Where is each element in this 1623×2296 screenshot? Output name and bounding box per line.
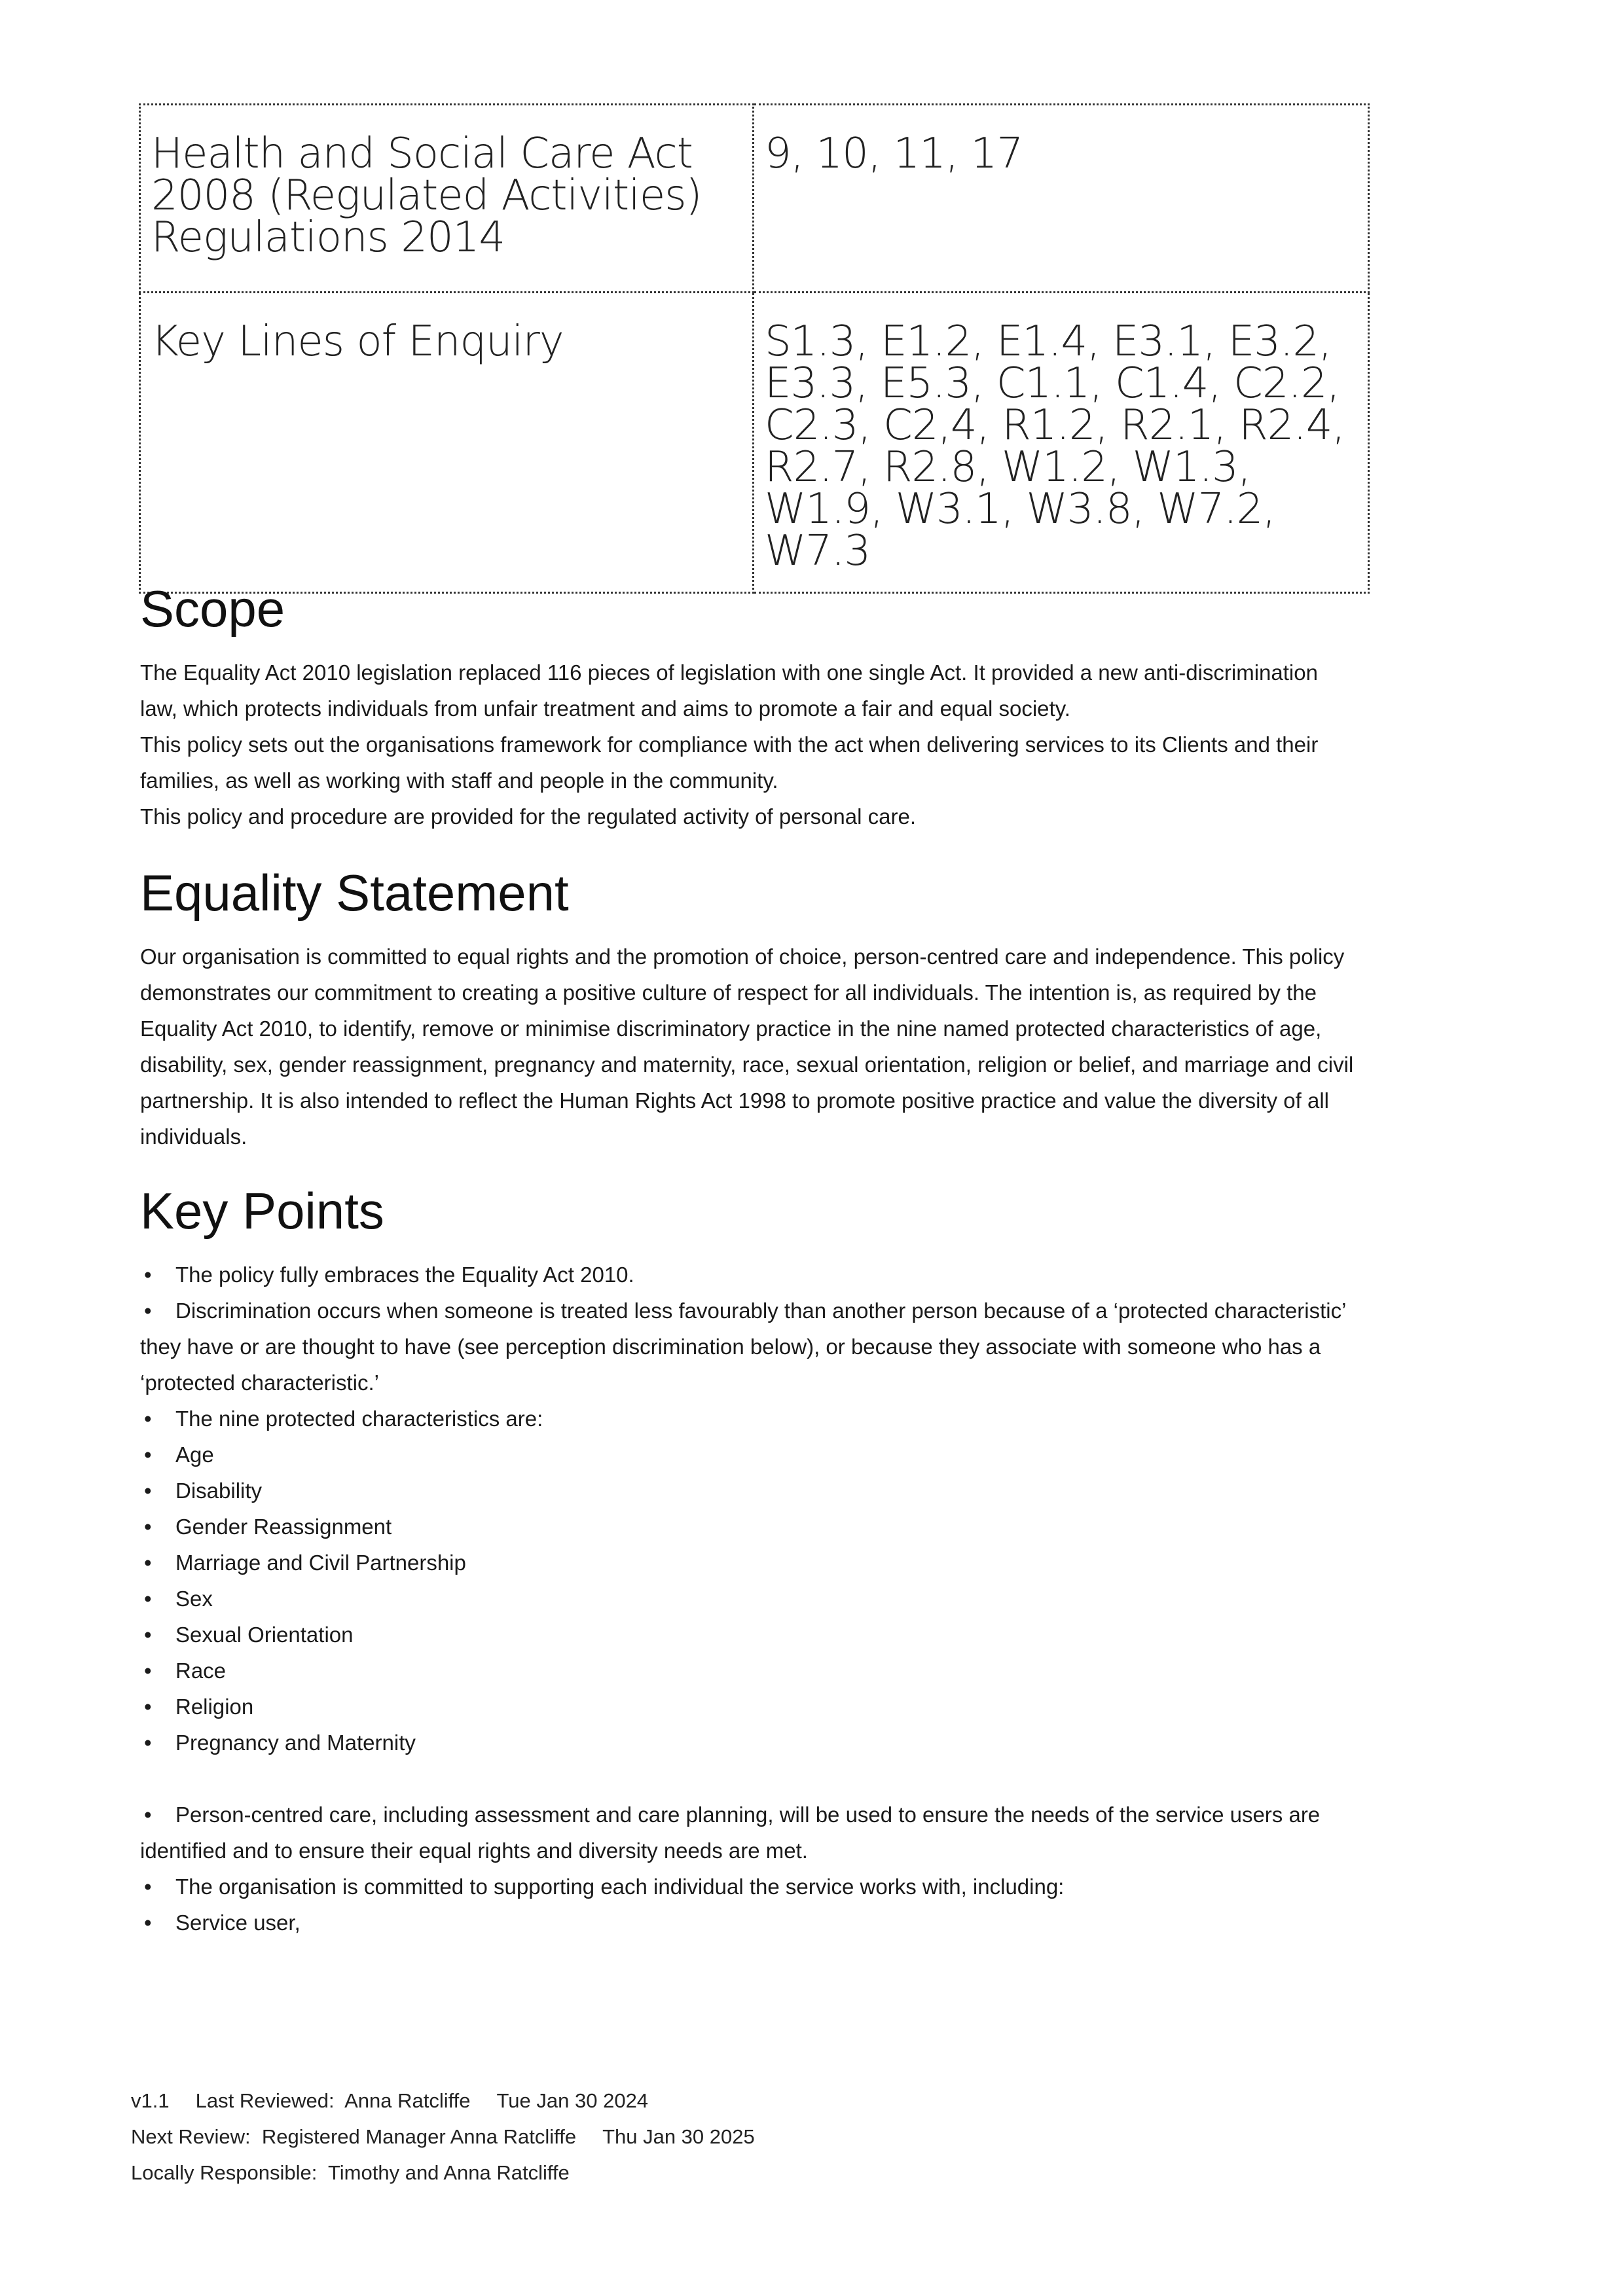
list-item: • Gender Reassignment	[140, 1509, 1358, 1545]
list-item: • Person-centred care, including assessment and care planning, will be used to ensure the needs of the service users are identified and to ensure their equal rights and diversity needs are met.	[140, 1797, 1358, 1869]
key-points-list	[140, 1257, 1358, 1941]
key-points-heading: Key Points	[140, 1182, 384, 1240]
last-reviewed-by: Anna Ratcliffe	[344, 2089, 471, 2112]
list-item: • Discrimination occurs when someone is treated less favourably than another person because of a ‘protected characteristic’ they have or are thought to have (see perception discrimination below), or because they associate with someone who has a ‘protected characteristic.’	[140, 1293, 1358, 1401]
equality-paragraph: Our organisation is committed to equal rights and the promotion of choice, person-centred care and independence. This policy demonstrates our commitment to creating a positive culture of respect for all individuals. The intention is, as required by the Equality Act 2010, to identify, remove or minimise discriminatory practice in the nine named protected characteristics of age, disability, sex, gender reassignment, pregnancy and maternity, race, sexual orientation, religion or belief, and marriage and civil partnership. It is also intended to reflect the Human Rights Act 1998 to promote positive practice and value the diversity of all individuals.	[140, 944, 1354, 1149]
list-item: • Marriage and Civil Partnership	[140, 1545, 1358, 1581]
regulation-label: Health and Social Care Act 2008 (Regulated Activities) Regulations 2014	[140, 105, 754, 293]
list-item: • Race	[140, 1653, 1358, 1689]
list-item: • Religion	[140, 1689, 1358, 1725]
last-reviewed-date: Tue Jan 30 2024	[496, 2089, 649, 2112]
responsible-value: Timothy and Anna Ratcliffe	[328, 2161, 570, 2184]
scope-paragraph-3: This policy and procedure are provided for the regulated activity of personal care.	[140, 804, 916, 829]
kloe-value: S1.3, E1.2, E1.4, E3.1, E3.2, E3.3, E5.3, C1.1, C1.4, C2.2, C2.3, C2,4, R1.2, R2.1, R2.4, R2.7, R2.8, W1.2, W1.3, W1.9, W3.1, W3.8, W7.2, W7.3	[754, 293, 1369, 593]
list-item: • The policy fully embraces the Equality Act 2010.	[140, 1257, 1358, 1293]
list-item: • The nine protected characteristics are:	[140, 1401, 1358, 1437]
list-item: • Age	[140, 1437, 1358, 1473]
equality-heading: Equality Statement	[140, 864, 569, 922]
next-review-label: Next Review:	[131, 2125, 251, 2148]
table-row	[140, 105, 1369, 293]
footer-line-responsible	[131, 2155, 755, 2191]
scope-heading: Scope	[140, 580, 285, 637]
scope-paragraph-1: The Equality Act 2010 legislation replaced 116 pieces of legislation with one single Act. It provided a new anti-discrimination law, which protects individuals from unfair treatment and aims to promote a fair and equal society.	[140, 660, 1318, 721]
next-review-by: Registered Manager Anna Ratcliffe	[261, 2125, 577, 2148]
list-item: • Sex	[140, 1581, 1358, 1617]
version-label: v1.1	[131, 2089, 170, 2112]
regulation-value: 9, 10, 11, 17	[754, 105, 1369, 293]
list-item: • Service user,	[140, 1905, 1358, 1941]
scope-section	[140, 577, 1358, 834]
footer-line-next-review	[131, 2119, 755, 2155]
last-reviewed-label: Last Reviewed:	[195, 2089, 335, 2112]
footer-line-reviewed	[131, 2083, 755, 2119]
table-row	[140, 293, 1369, 593]
list-item: • Sexual Orientation	[140, 1617, 1358, 1653]
list-item: • Pregnancy and Maternity	[140, 1725, 1358, 1761]
equality-section	[140, 861, 1358, 1155]
list-item: • Disability	[140, 1473, 1358, 1509]
scope-paragraph-2: This policy sets out the organisations framework for compliance with the act when delivering services to its Clients and their families, as well as working with staff and people in the community.	[140, 732, 1319, 793]
kloe-label: Key Lines of Enquiry	[140, 293, 754, 593]
key-points-section	[140, 1179, 1358, 1941]
page-footer	[131, 2083, 755, 2191]
next-review-date: Thu Jan 30 2025	[602, 2125, 755, 2148]
responsible-label: Locally Responsible:	[131, 2161, 318, 2184]
regulations-table	[139, 103, 1370, 594]
list-item: • The organisation is committed to supporting each individual the service works with, including:	[140, 1869, 1358, 1905]
